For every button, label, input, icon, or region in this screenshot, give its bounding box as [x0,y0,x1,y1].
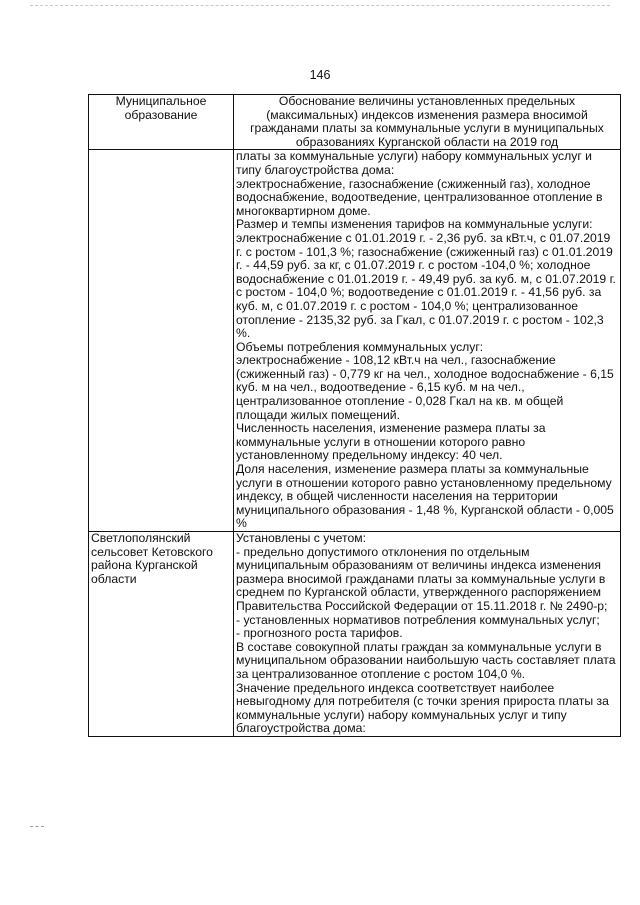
page-number: 146 [309,68,331,82]
paragraph: Доля населения, изменение размера платы за коммунальные услуги в отношении которого равно установленному предельному индексу, в общей численности населения на территории муниципального образования - 1,48 %, Курганской области - 0,005 % [236,462,614,531]
paragraph: - установленных нормативов потребления коммунальных услуг; [236,612,600,627]
header-municipality: Муниципальное образование [89,95,234,150]
paragraph: В составе совокупной платы граждан за коммунальные услуги в муниципальном образовании наибольшую часть составляет плата за централизованное отопление с ростом 104,0 %. [236,639,616,681]
scan-edge-line [30,5,610,6]
table-header-row [89,95,621,150]
paragraph: электроснабжение - 108,12 кВт.ч на чел., газоснабжение (сжиженный газ) - 0,779 кг на чел., холодное водоснабжение - 6,15 куб. м на чел., водоотведение - 6,15 куб. м на чел., централизованное отопление - 0,028 Гкал на кв. м общей площади жилых помещений. [236,353,614,422]
justification-cell [234,150,621,532]
paragraph: платы за коммунальные услуги) набору коммунальных услуг и типу благоустройства дома: [236,149,592,177]
table-row [89,150,621,532]
municipality-cell [89,150,234,532]
header-justification: Обоснование величины установленных предельных (максимальных) индексов изменения размера вносимой гражданами платы за коммунальные услуги в муниципальных образованиях Курганской области на 2019 год [234,95,621,150]
justification-table [88,94,621,737]
paragraph: электроснабжение, газоснабжение (сжиженный газ), холодное водоснабжение, водоотведение, централизованное отопление в многоквартирном доме. [236,176,603,218]
paragraph: Значение предельного индекса соответствует наиболее невыгодному для потребителя (с точки зрения прироста платы за коммунальные услуги) набору коммунальных услуг и типу благоустройства дома: [236,680,609,736]
paragraph: - прогнозного роста тарифов. [236,626,403,641]
municipality-cell: Светлополянский сельсовет Кетовского района Курганской области [89,532,234,737]
paragraph: Установлены с учетом: [236,531,366,545]
paragraph: - предельно допустимого отклонения по отдельным муниципальным образованиям от величины индекса изменения размера вносимой гражданами платы за коммунальные услуги в среднем по Курганской области, утвержденного распоряжением Правительства Российской Федерации от 15.11.2018 г. № 2490-р; [236,544,608,613]
table-row [89,532,621,737]
margin-mark [30,826,44,827]
justification-cell [234,532,621,737]
paragraph: Объемы потребления коммунальных услуг: [236,339,484,354]
paragraph: электроснабжение с 01.01.2019 г. - 2,36 руб. за кВт.ч, с 01.07.2019 г. с ростом - 101,3 %; газоснабжение (сжиженный газ) с 01.01.2019 г. - 44,59 руб. за кг, с 01.07.2019 г. с ростом -104,0 %; холодное водоснабжение с 01.01.2019 г. - 49,49 руб. за куб. м, с 01.07.2019 г. с ростом - 104,0 %; водоотведение с 01.01.2019 г. - 41,56 руб. за куб. м, с 01.07.2019 г. с ростом - 104,0 %; централизованное отопление - 2135,32 руб. за Гкал, с 01.07.2019 г. с ростом - 102,3 %. [236,230,616,341]
paragraph: Размер и темпы изменения тарифов на коммунальные услуги: [236,217,593,232]
paragraph: Численность населения, изменение размера платы за коммунальные услуги в отношении которого равно установленному предельному индексу: 40 чел. [236,421,546,463]
